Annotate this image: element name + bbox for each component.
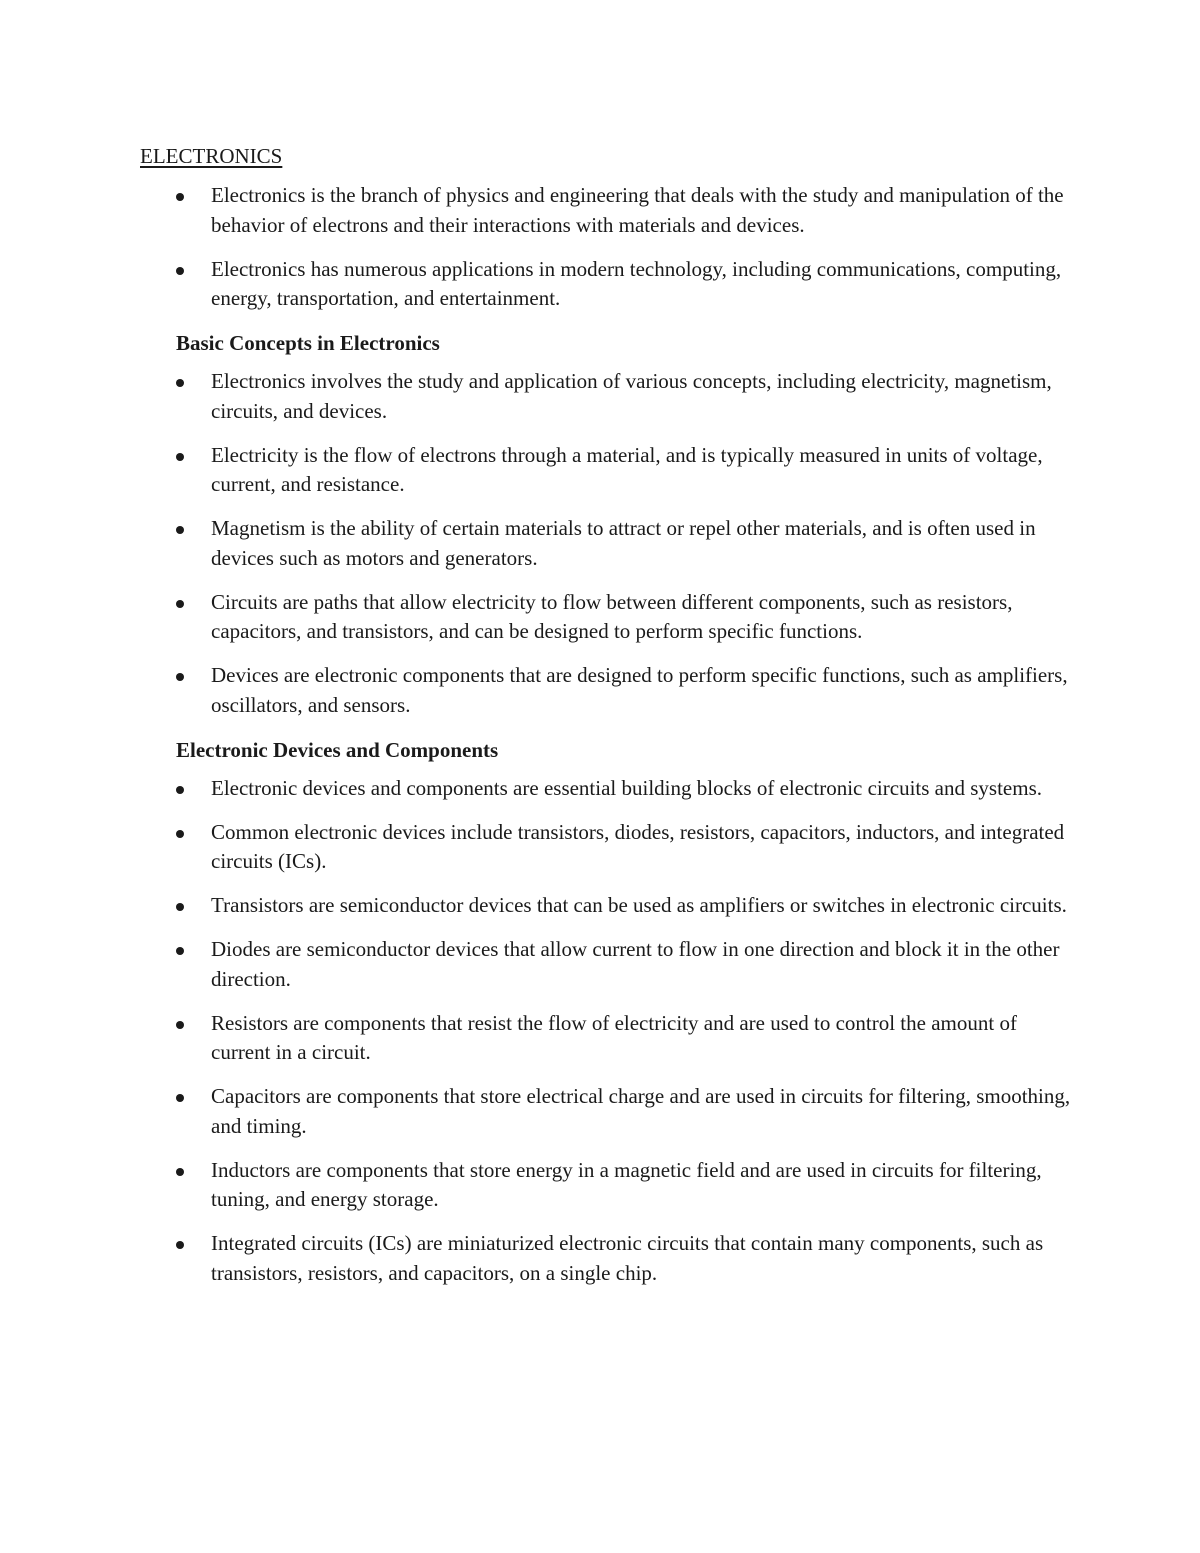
bullet-icon xyxy=(176,1168,184,1176)
list-item-text: Electronic devices and components are essential building blocks of electronic circuits and systems. xyxy=(211,775,1042,800)
list-item xyxy=(140,514,1071,573)
section-heading-devices-components: Electronic Devices and Components xyxy=(176,737,499,762)
list-item-text: Capacitors are components that store electrical charge and are used in circuits for filtering, smoothing, and timing. xyxy=(211,1084,1071,1138)
bullet-icon xyxy=(176,903,184,911)
bullet-icon xyxy=(176,526,184,534)
list-item-text: Inductors are components that store energy in a magnetic field and are used in circuits for filtering, tuning, and energy storage. xyxy=(211,1157,1042,1211)
document-body xyxy=(140,141,1070,1303)
list-item-text: Integrated circuits (ICs) are miniaturized electronic circuits that contain many components, such as transistors, resistors, and capacitors, on a single chip. xyxy=(211,1231,1044,1285)
bullet-icon xyxy=(176,830,184,838)
intro-bullet-list xyxy=(140,181,1070,314)
list-item xyxy=(140,1009,1071,1068)
list-item-text: Electronics has numerous applications in modern technology, including communications, computing, energy, transportation, and entertainment. xyxy=(211,256,1062,310)
document-title: ELECTRONICS xyxy=(140,144,283,168)
list-item xyxy=(140,935,1071,994)
list-item xyxy=(140,367,1071,426)
section-heading-basic-concepts: Basic Concepts in Electronics xyxy=(176,331,440,355)
list-item-text: Diodes are semiconductor devices that allow current to flow in one direction and block it in the other direction. xyxy=(211,937,1060,991)
list-item xyxy=(140,891,1071,921)
list-item xyxy=(140,181,1071,240)
list-item xyxy=(140,1082,1071,1141)
list-item xyxy=(140,441,1071,500)
bullet-icon xyxy=(176,267,184,275)
list-item xyxy=(140,818,1071,877)
list-item xyxy=(140,588,1071,647)
list-item-text: Common electronic devices include transistors, diodes, resistors, capacitors, inductors, and integrated circuits (ICs). xyxy=(211,819,1065,873)
list-item-text: Electricity is the flow of electrons through a material, and is typically measured in units of voltage, current, and resistance. xyxy=(211,442,1043,496)
list-item-text: Devices are electronic components that are designed to perform specific functions, such as amplifiers, oscillators, and sensors. xyxy=(211,663,1068,717)
bullet-icon xyxy=(176,600,184,608)
bullet-icon xyxy=(176,379,184,387)
bullet-icon xyxy=(176,1094,184,1102)
list-item xyxy=(140,774,1071,804)
list-item xyxy=(140,255,1071,314)
bullet-icon xyxy=(176,786,184,794)
list-item-text: Magnetism is the ability of certain materials to attract or repel other materials, and is often used in devices such as motors and generators. xyxy=(211,516,1036,570)
bullet-icon xyxy=(176,947,184,955)
list-item-text: Electronics is the branch of physics and engineering that deals with the study and manipulation of the behavior of electrons and their interactions with materials and devices. xyxy=(211,183,1064,237)
list-item-text: Electronics involves the study and application of various concepts, including electricity, magnetism, circuits, and devices. xyxy=(211,369,1052,423)
list-item-text: Transistors are semiconductor devices that can be used as amplifiers or switches in electronic circuits. xyxy=(211,893,1067,917)
bullet-icon xyxy=(176,453,184,461)
bullet-icon xyxy=(176,673,184,681)
list-item xyxy=(140,1229,1071,1288)
bullet-icon xyxy=(176,1241,184,1249)
list-item-text: Circuits are paths that allow electricity to flow between different components, such as resistors, capacitors, and transistors, and can be designed to perform specific functions. xyxy=(211,589,1013,643)
list-item xyxy=(140,661,1071,720)
list-item-text: Resistors are components that resist the flow of electricity and are used to control the amount of current in a circuit. xyxy=(211,1010,1017,1064)
bullet-icon xyxy=(176,1021,184,1029)
list-item xyxy=(140,1156,1071,1215)
devices-components-bullet-list xyxy=(140,774,1070,1289)
basic-concepts-bullet-list xyxy=(140,367,1070,720)
bullet-icon xyxy=(176,193,184,201)
